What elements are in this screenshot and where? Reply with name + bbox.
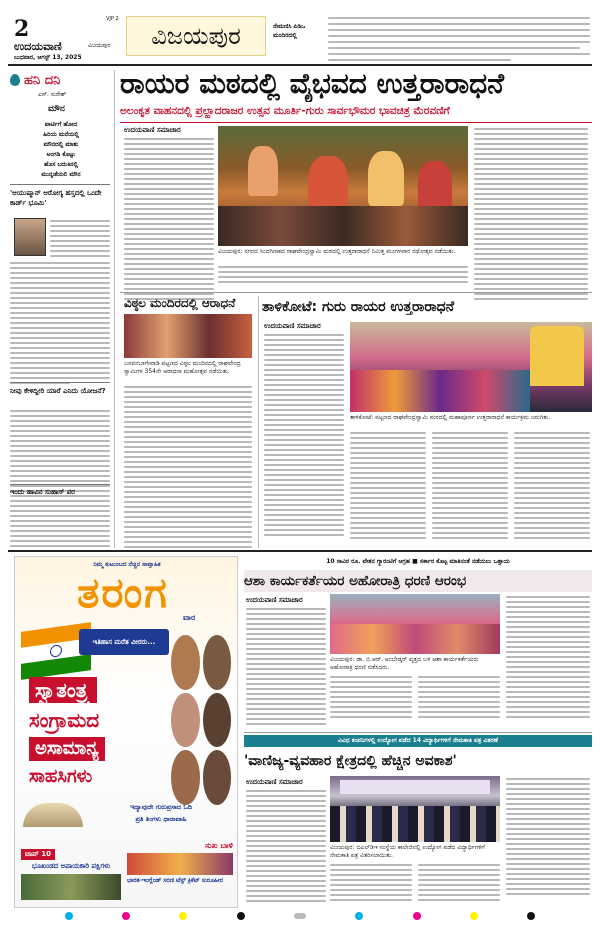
paper-name: ಉದಯವಾಣಿ	[14, 40, 62, 53]
masthead-corner-text: ನೇಮಣಿಸಿ ಪಿಡಿಒ ಮಂದಿರದಲ್ಲಿ	[273, 23, 306, 39]
drop-icon	[10, 74, 20, 86]
left-column	[10, 70, 110, 548]
commerce-photo	[330, 776, 500, 842]
ad-bottom-left	[21, 841, 121, 903]
photo-banner	[340, 780, 490, 794]
ad-portraits	[171, 635, 231, 805]
lead-body-col1	[124, 138, 214, 300]
poem	[16, 120, 106, 180]
page-number: 2	[14, 16, 30, 42]
portrait	[171, 750, 200, 805]
edition-code: VJP 2	[106, 16, 119, 22]
masthead	[8, 14, 592, 62]
asha-kicker: 10 ಸಾವಿರ ರೂ. ವೇತನ ಗ್ಯಾರಂಟಿಗೆ ಆಗ್ರಹ ■ ಸರ್ಕಾರ ಕೊಟ್ಟ ಮಾತಿನಂತೆ ನಡೆಯಲು ಒತ್ತಾಯ	[326, 558, 510, 565]
asha-caption: ವಿಜಯಪುರ: ಡಾ. ಬಿ.ಆರ್. ಅಂಬೇಡ್ಕರ್ ವೃತ್ತದ ಬಳಿ ಆಶಾ ಕಾರ್ಯಕರ್ತೆಯರು ಅಹೋರಾತ್ರಿ ಧರಣಿ ನಡೆಸಿದರು.	[330, 656, 479, 671]
portrait	[203, 750, 232, 805]
photo-crowd	[350, 370, 530, 412]
talikote-photo	[350, 322, 592, 412]
talikote-dateline: ಉದಯವಾಣಿ ಸಮಾಚಾರ	[264, 322, 321, 330]
asha-body-col4	[506, 596, 590, 718]
asha-kicker-bar	[244, 556, 592, 568]
talikote-body-col3	[432, 432, 508, 539]
photo-shrine	[530, 326, 584, 386]
column-separator	[258, 296, 259, 548]
lead-body-col3	[474, 128, 588, 300]
photo-crowd	[330, 624, 500, 654]
asha-body-col1	[246, 608, 326, 725]
column-header	[10, 70, 110, 90]
black-mark	[237, 912, 245, 920]
ad-parliament	[23, 803, 83, 827]
poem-line: ಹಿರಿಯ ಮನೆಯಲ್ಲಿ	[43, 131, 79, 138]
lead-rule	[120, 122, 592, 123]
ad-bottom-right	[127, 841, 233, 903]
asha-headline-box	[244, 570, 592, 592]
date-line: ಬುಧವಾರ, ಆಗಸ್ಟ್ 13, 2025	[14, 54, 82, 61]
lead-dateline: ಉದಯವಾಣಿ ಸಮಾಚಾರ	[124, 126, 181, 134]
column-header-text: ಹನಿ ದನಿ	[24, 72, 61, 88]
poem-line: ಅಂಗಡಿ ಕೊಟ್ಟು	[46, 151, 76, 158]
quote-headline: 'ಆಯುಷ್ಮಾನ್ ಆರೋಗ್ಯ ಹಸ್ತದಲ್ಲಿ ಒಂದೇ ಕಾರ್ಡ್ ಭೂಮಿ'	[10, 189, 102, 207]
ad-bottom-right-title: ಸುಖ ಬಾಳಿ	[204, 841, 233, 850]
city-tag: ವಿಜಯಪುರ	[88, 42, 111, 49]
column-divider	[10, 184, 110, 185]
black-mark	[527, 912, 535, 920]
yellow-mark	[470, 912, 478, 920]
commerce-body-col2	[330, 864, 412, 901]
city-title-box	[126, 16, 266, 56]
commerce-caption: ವಿಜಯಪುರ: ಬಿಎಲ್‌ಡಿಇ ಸಂಸ್ಥೆಯ ಕಾಲೇಜಿನಲ್ಲಿ ಉದ್ಯೋಗ ಪಡೆದ ವಿದ್ಯಾರ್ಥಿಗಳಿಗೆ ನೇಮಕಾತಿ ಪತ್ರ ವಿತರಿಸಲಾಯಿತು.	[330, 844, 485, 859]
section-rule	[244, 732, 592, 733]
commerce-body-col1	[246, 790, 326, 902]
talikote-body-col4	[514, 432, 590, 539]
lead-headline: ರಾಯರ ಮಠದಲ್ಲಿ ವೈಭವದ ಉತ್ತರಾರಾಧನೆ	[120, 67, 504, 100]
poem-line: ಪಾರ್ಟಿಗೆ ಹೋದ	[44, 121, 78, 128]
magenta-mark	[122, 912, 130, 920]
asha-body-col2	[330, 676, 412, 718]
lead-photo	[218, 126, 468, 246]
vittala-photo	[124, 314, 252, 358]
vittala-caption: ಬಸವನಬಾಗೇವಾಡಿ ಪಟ್ಟಣದ ವಿಠ್ಠಲ ಮಂದಿರದಲ್ಲಿ ರಾಘವೇಂದ್ರ ಸ್ವಾಮಿಗಳ 354ನೇ ಆರಾಧನಾ ಮಹೋತ್ಸವ ನಡೆಯಿತು.	[124, 360, 241, 375]
talikote-body-col2	[350, 432, 426, 539]
ad-brand-sub: ವಾರ	[183, 613, 196, 622]
ad-tagline-bar	[87, 803, 235, 833]
talikote-caption: ತಾಳಿಕೋಟೆ: ಪಟ್ಟಣದ ರಾಘವೇಂದ್ರಸ್ವಾಮಿ ಮಠದಲ್ಲಿ ಮಹಾಪೂರ್ಣ ಉತ್ತರಾರಾಧನೆ ಕಾರ್ಯಕ್ರಮ ಜರುಗಿತು.	[350, 414, 551, 421]
lead-body-below	[218, 266, 468, 283]
section-rule	[8, 550, 592, 552]
section3-body	[10, 500, 110, 552]
column-divider	[10, 484, 110, 485]
photo-figure	[248, 146, 278, 196]
ad-bird-photo	[21, 874, 121, 900]
section3-title: ಇಂದು ಹಾವಿನ ಸುಹಾಸ್ ಪರ	[10, 488, 75, 496]
section-rule	[120, 292, 592, 293]
talikote-headline-box	[262, 296, 592, 318]
commerce-body-col3	[418, 864, 500, 901]
masthead-brief	[328, 17, 590, 61]
magenta-mark	[413, 912, 421, 920]
column-byline: ಎಸ್. ಸುರೇಶ್	[38, 91, 67, 98]
ad-tagline1: ಇದ್ಯಾವುದೇ ಗುರುಪ್ರಸಾದ ಓದಿ	[130, 803, 192, 811]
ad-festival-photo	[127, 853, 233, 875]
photo-crowd	[218, 206, 468, 246]
asha-dateline: ಉದಯವಾಣಿ ಸಮಾಚಾರ	[246, 596, 303, 604]
yellow-mark	[179, 912, 187, 920]
ad-big2: ಸಂಗ್ರಾಮದ	[29, 708, 100, 732]
registration-marks	[40, 912, 560, 920]
asha-photo	[330, 594, 500, 654]
ad-tagline2: ಪ್ರತಿ ತಿಂಗಳು ಧಾರಾವಾಹಿ	[135, 815, 187, 823]
commerce-kicker-bar	[244, 735, 592, 747]
commerce-dateline: ಉದಯವಾಣಿ ಸಮಾಚಾರ	[246, 778, 303, 786]
cyan-mark	[355, 912, 363, 920]
lead-photo-caption: ವಿಜಯಪುರ: ನಗರದ ಸಿಂದಗಿನಾಕದ ರಾಘವೇಂದ್ರಸ್ವಾಮಿ ಮಠದಲ್ಲಿ ಉತ್ತರಾರಾಧನೆ ನಿಮಿತ್ತ ಮಂಗಳವಾರ ರಥೋತ್ಸವ ನಡೆಯಿತು.	[218, 248, 456, 255]
ad-brand: ತರಂಗ	[77, 568, 169, 617]
lead-subheadline: ಅಲಂಕೃತ ವಾಹನದಲ್ಲಿ ಪ್ರಲ್ಹಾದರಾಜರ ಉತ್ಸವ ಮೂರ್ತಿ-ಗುರು ಸಾರ್ವಭೌಮರ ಭಾವಚಿತ್ರ ಮೆರವಣಿಗೆ	[120, 105, 450, 117]
portrait	[14, 218, 46, 256]
ad-big4: ಸಾಹಸಿಗಳು	[29, 766, 93, 787]
asha-headline: ಆಶಾ ಕಾರ್ಯಕರ್ತೆಯರ ಅಹೋರಾತ್ರಿ ಧರಣಿ ಆರಂಭ	[244, 573, 467, 589]
column-separator	[114, 70, 115, 548]
section2-title: ನೀವು ಕೇಳಿದ್ದೀರಿ ಯಾರೆ ಎನಿದು ಯೋಜನೆ?	[10, 387, 106, 395]
lead-subheadline-bar	[120, 102, 592, 120]
ad-big1: ಸ್ವಾತಂತ್ರ್ಯ	[29, 677, 97, 703]
talikote-body-col1	[264, 334, 344, 536]
column-divider	[10, 382, 110, 383]
ad-top-line: ನಿಮ್ಮ ಕುಟುಂಬದ ನೆಚ್ಚಿನ ಸಾಪ್ತಾಹಿಕ	[93, 561, 161, 568]
asha-body-col3	[418, 676, 500, 718]
talikote-headline: ತಾಳಿಕೋಟೆ: ಗುರು ರಾಯರ ಉತ್ತರಾರಾಧನೆ	[262, 299, 455, 315]
commerce-headline: 'ವಾಣಿಜ್ಯ-ವ್ಯವಹಾರ ಕ್ಷೇತ್ರದಲ್ಲಿ ಹೆಚ್ಚಿನ ಅವಕಾಶ'	[244, 753, 457, 769]
portrait	[203, 693, 232, 748]
photo-figure	[368, 151, 404, 206]
poem-line: ಮುನ್ನಡೆಯಲಿ ಮೌನ	[41, 171, 81, 178]
commerce-kicker: ವಿವಿಧ ಕಂಪನಿಗಳಲ್ಲಿ ಉದ್ಯೋಗ ಪಡೆದ 14 ವಿದ್ಯಾರ್ಥಿಗಳಿಗೆ ನೇಮಕಾತಿ ಪತ್ರ ವಿತರಣೆ	[338, 737, 498, 744]
ad-big3: ಅಸಾಮಾನ್ಯ	[29, 737, 105, 761]
poem-title: ಮೌನ	[48, 104, 65, 114]
ad-banner1	[79, 629, 169, 655]
portrait	[171, 693, 200, 748]
chakra-icon	[50, 644, 62, 658]
vittala-headline: ವಿಠ್ಠಲ ಮಂದಿರದಲ್ಲಿ ಆರಾಧನೆ	[124, 296, 236, 310]
photo-people	[330, 806, 500, 842]
quote-body	[50, 220, 110, 257]
ad-bottom-right-text: ಭಾರತ-ಇಂಗ್ಲೆಂಡ್ ಸರಣಿ ಟೆಸ್ಟ್ ಕ್ರಿಕೆಟ್ ಸುರೂಹೀರ	[127, 877, 223, 884]
vittala-body	[124, 386, 252, 548]
cyan-mark	[65, 912, 73, 920]
portrait	[171, 635, 200, 690]
gray-mark	[294, 913, 306, 919]
portrait	[203, 635, 232, 690]
ad-banner1-text: ಇತಿಹಾಸ ಮರೆತ ವೀರರು...	[92, 637, 156, 646]
ad-bottom-left-text: ಭೂಖಂಡದ ಅಪಾಯಕಾರಿ ಪಕ್ಷಿಗಳು	[31, 862, 111, 870]
taranga-ad	[14, 556, 238, 908]
quote-body-2	[10, 262, 110, 384]
city-title: ವಿಜಯಪುರ	[151, 22, 241, 50]
poem-line: ಮೌನದಲ್ಲಿ ಮಾತು	[43, 141, 79, 148]
ad-bottom-left-tag: ಟಾಪ್ 10	[21, 849, 55, 860]
commerce-body-col4	[506, 778, 590, 895]
poem-line: ಹೊಸ ಬದುಕಿನಲ್ಲಿ	[43, 161, 79, 168]
